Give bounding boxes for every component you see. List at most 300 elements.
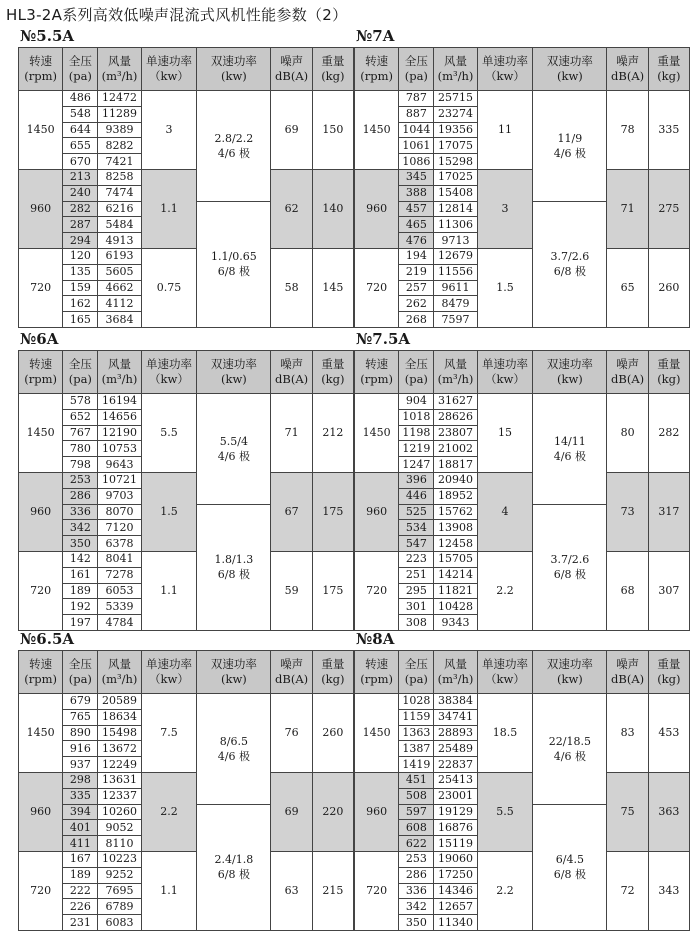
pressure-cell: 336 bbox=[399, 883, 434, 899]
header-line: 重量 bbox=[321, 657, 345, 671]
header-line: 风量 bbox=[443, 54, 467, 68]
pressure-cell: 342 bbox=[399, 899, 434, 915]
pressure-cell: 222 bbox=[63, 883, 98, 899]
performance-table bbox=[354, 350, 690, 631]
header-dual-power bbox=[197, 651, 271, 694]
pressure-cell: 135 bbox=[63, 264, 98, 280]
pressure-cell: 451 bbox=[399, 772, 434, 788]
header-line: (pa) bbox=[404, 372, 428, 386]
flow-cell: 17075 bbox=[434, 138, 477, 154]
pressure-cell: 622 bbox=[399, 836, 434, 852]
single-power-cell: 2.2 bbox=[141, 772, 197, 851]
pressure-cell: 1061 bbox=[399, 138, 434, 154]
header-line: 噪声 bbox=[616, 357, 640, 371]
flow-cell: 9611 bbox=[434, 280, 477, 296]
header-pressure bbox=[399, 651, 434, 694]
header-line: 噪声 bbox=[280, 357, 304, 371]
header-line: 单速功率 bbox=[145, 357, 192, 371]
pressure-cell: 396 bbox=[399, 472, 434, 488]
noise-cell: 76 bbox=[271, 694, 312, 773]
model-8a bbox=[354, 630, 690, 931]
header-noise bbox=[271, 651, 312, 694]
flow-cell: 16876 bbox=[434, 820, 477, 836]
header-line: 双速功率 bbox=[210, 54, 257, 68]
flow-cell: 5484 bbox=[98, 217, 141, 233]
pressure-cell: 189 bbox=[63, 583, 98, 599]
header-line: 重量 bbox=[657, 357, 681, 371]
flow-cell: 6083 bbox=[98, 915, 141, 931]
table-row bbox=[19, 772, 354, 788]
pressure-cell: 301 bbox=[399, 599, 434, 615]
single-power-cell: 5.5 bbox=[477, 772, 533, 851]
dual-power-poles: 6/8 极 bbox=[217, 265, 250, 279]
pressure-cell: 1419 bbox=[399, 757, 434, 773]
header-noise bbox=[607, 48, 648, 91]
noise-cell: 72 bbox=[607, 851, 648, 930]
flow-cell: 20589 bbox=[98, 694, 141, 710]
header-speed bbox=[355, 48, 399, 91]
header-line: 噪声 bbox=[616, 657, 640, 671]
pressure-cell: 780 bbox=[63, 441, 98, 457]
pressure-cell: 194 bbox=[399, 248, 434, 264]
pressure-cell: 670 bbox=[63, 154, 98, 170]
header-line: (kw) bbox=[220, 372, 247, 386]
header-line: 单速功率 bbox=[481, 657, 528, 671]
flow-cell: 12472 bbox=[98, 91, 141, 107]
single-power-cell: 15 bbox=[477, 394, 533, 473]
header-weight bbox=[312, 48, 353, 91]
weight-cell: 453 bbox=[648, 694, 689, 773]
noise-cell: 75 bbox=[607, 772, 648, 851]
dual-power-poles: 4/6 极 bbox=[217, 449, 250, 463]
header-pressure bbox=[63, 651, 98, 694]
header-flow bbox=[98, 651, 141, 694]
header-line: (pa) bbox=[68, 69, 92, 83]
noise-cell: 80 bbox=[607, 394, 648, 473]
flow-cell: 15705 bbox=[434, 551, 477, 567]
header-dual-power bbox=[533, 48, 607, 91]
weight-cell: 282 bbox=[648, 394, 689, 473]
noise-cell: 71 bbox=[271, 394, 312, 473]
noise-cell: 62 bbox=[271, 169, 312, 248]
table-row bbox=[19, 91, 354, 107]
pressure-cell: 120 bbox=[63, 248, 98, 264]
noise-cell: 71 bbox=[607, 169, 648, 248]
pressure-cell: 1044 bbox=[399, 122, 434, 138]
header-line: 重量 bbox=[657, 54, 681, 68]
header-line: (kg) bbox=[321, 69, 345, 83]
flow-cell: 9643 bbox=[98, 457, 141, 473]
flow-cell: 19060 bbox=[434, 851, 477, 867]
flow-cell: 6378 bbox=[98, 536, 141, 552]
pressure-cell: 231 bbox=[63, 915, 98, 931]
flow-cell: 6216 bbox=[98, 201, 141, 217]
pressure-cell: 446 bbox=[399, 488, 434, 504]
flow-cell: 14656 bbox=[98, 409, 141, 425]
header-weight bbox=[648, 48, 689, 91]
header-pressure bbox=[63, 48, 98, 91]
pressure-cell: 1018 bbox=[399, 409, 434, 425]
table-row bbox=[355, 551, 690, 567]
pressure-cell: 251 bbox=[399, 567, 434, 583]
flow-cell: 13672 bbox=[98, 741, 141, 757]
noise-cell: 83 bbox=[607, 694, 648, 773]
pressure-cell: 189 bbox=[63, 867, 98, 883]
model-title: №8A bbox=[356, 630, 395, 648]
header-flow bbox=[98, 48, 141, 91]
header-line: (m³/h) bbox=[437, 372, 474, 386]
table-row bbox=[19, 851, 354, 867]
pressure-cell: 547 bbox=[399, 536, 434, 552]
flow-cell: 12249 bbox=[98, 757, 141, 773]
flow-cell: 6053 bbox=[98, 583, 141, 599]
flow-cell: 23274 bbox=[434, 106, 477, 122]
speed-cell: 720 bbox=[355, 851, 399, 930]
noise-cell: 68 bbox=[607, 551, 648, 630]
flow-cell: 12190 bbox=[98, 425, 141, 441]
model-title: №7A bbox=[356, 27, 395, 45]
header-line: dB(A) bbox=[275, 672, 309, 686]
dual-power-poles: 6/8 极 bbox=[553, 265, 586, 279]
flow-cell: 19356 bbox=[434, 122, 477, 138]
flow-cell: 9252 bbox=[98, 867, 141, 883]
header-weight bbox=[648, 651, 689, 694]
header-line: 转速 bbox=[365, 357, 389, 371]
pressure-cell: 226 bbox=[63, 899, 98, 915]
dual-power-value: 3.7/2.6 bbox=[550, 553, 590, 567]
header-line: (kg) bbox=[321, 672, 345, 686]
header-noise bbox=[607, 351, 648, 394]
flow-cell: 20940 bbox=[434, 472, 477, 488]
dual-power-cell bbox=[533, 694, 607, 805]
pressure-cell: 394 bbox=[63, 804, 98, 820]
header-line: 噪声 bbox=[280, 54, 304, 68]
header-line: 单速功率 bbox=[145, 54, 192, 68]
flow-cell: 6789 bbox=[98, 899, 141, 915]
header-line: (rpm) bbox=[360, 672, 394, 686]
header-speed bbox=[19, 48, 63, 91]
weight-cell: 275 bbox=[648, 169, 689, 248]
header-noise bbox=[271, 351, 312, 394]
table-row bbox=[19, 551, 354, 567]
speed-cell: 1450 bbox=[19, 694, 63, 773]
dual-power-poles: 4/6 极 bbox=[217, 146, 250, 160]
flow-cell: 25715 bbox=[434, 91, 477, 107]
header-weight bbox=[312, 351, 353, 394]
speed-cell: 1450 bbox=[355, 694, 399, 773]
header-line: 全压 bbox=[68, 357, 92, 371]
pressure-cell: 1247 bbox=[399, 457, 434, 473]
header-line: dB(A) bbox=[275, 372, 309, 386]
table-row bbox=[19, 248, 354, 264]
dual-power-value: 14/11 bbox=[554, 434, 586, 448]
flow-cell: 25489 bbox=[434, 741, 477, 757]
weight-cell: 363 bbox=[648, 772, 689, 851]
pressure-cell: 1086 bbox=[399, 154, 434, 170]
pressure-cell: 655 bbox=[63, 138, 98, 154]
header-line: 双速功率 bbox=[546, 54, 593, 68]
flow-cell: 15408 bbox=[434, 185, 477, 201]
flow-cell: 5605 bbox=[98, 264, 141, 280]
flow-cell: 38384 bbox=[434, 694, 477, 710]
flow-cell: 11340 bbox=[434, 915, 477, 931]
pressure-cell: 525 bbox=[399, 504, 434, 520]
table-row bbox=[355, 248, 690, 264]
flow-cell: 23807 bbox=[434, 425, 477, 441]
pressure-cell: 308 bbox=[399, 615, 434, 631]
single-power-cell: 1.5 bbox=[477, 248, 533, 327]
flow-cell: 34741 bbox=[434, 709, 477, 725]
flow-cell: 8479 bbox=[434, 296, 477, 312]
pressure-cell: 388 bbox=[399, 185, 434, 201]
pressure-cell: 486 bbox=[63, 91, 98, 107]
flow-cell: 7421 bbox=[98, 154, 141, 170]
header-line: (kw) bbox=[556, 372, 583, 386]
pressure-cell: 223 bbox=[399, 551, 434, 567]
speed-cell: 960 bbox=[355, 169, 399, 248]
pressure-cell: 1159 bbox=[399, 709, 434, 725]
header-line: 转速 bbox=[365, 657, 389, 671]
pressure-cell: 887 bbox=[399, 106, 434, 122]
performance-table bbox=[354, 47, 690, 328]
flow-cell: 17025 bbox=[434, 169, 477, 185]
pressure-cell: 1387 bbox=[399, 741, 434, 757]
pressure-cell: 192 bbox=[63, 599, 98, 615]
flow-cell: 8041 bbox=[98, 551, 141, 567]
weight-cell: 140 bbox=[312, 169, 353, 248]
header-line: 单速功率 bbox=[481, 357, 528, 371]
single-power-cell: 0.75 bbox=[141, 248, 197, 327]
performance-table bbox=[18, 47, 354, 328]
pressure-cell: 1198 bbox=[399, 425, 434, 441]
table-row bbox=[19, 169, 354, 185]
header-line: (m³/h) bbox=[437, 672, 474, 686]
pressure-cell: 798 bbox=[63, 457, 98, 473]
flow-cell: 7474 bbox=[98, 185, 141, 201]
header-pressure bbox=[63, 351, 98, 394]
pressure-cell: 679 bbox=[63, 694, 98, 710]
header-line: (rpm) bbox=[24, 69, 58, 83]
header-dual-power bbox=[533, 351, 607, 394]
flow-cell: 11306 bbox=[434, 217, 477, 233]
header-line: (rpm) bbox=[360, 69, 394, 83]
flow-cell: 18634 bbox=[98, 709, 141, 725]
pressure-cell: 294 bbox=[63, 233, 98, 249]
flow-cell: 9052 bbox=[98, 820, 141, 836]
header-line: 风量 bbox=[107, 657, 131, 671]
flow-cell: 3684 bbox=[98, 312, 141, 328]
performance-table bbox=[18, 650, 354, 931]
dual-power-value: 11/9 bbox=[557, 131, 583, 145]
header-line: 单速功率 bbox=[145, 657, 192, 671]
dual-power-cell bbox=[533, 504, 607, 630]
pressure-cell: 159 bbox=[63, 280, 98, 296]
weight-cell: 260 bbox=[648, 248, 689, 327]
flow-cell: 17250 bbox=[434, 867, 477, 883]
single-power-cell: 1.5 bbox=[141, 472, 197, 551]
weight-cell: 212 bbox=[312, 394, 353, 473]
pressure-cell: 253 bbox=[63, 472, 98, 488]
pressure-cell: 161 bbox=[63, 567, 98, 583]
flow-cell: 15298 bbox=[434, 154, 477, 170]
pressure-cell: 457 bbox=[399, 201, 434, 217]
header-line: （kw） bbox=[485, 672, 525, 686]
pressure-cell: 165 bbox=[63, 312, 98, 328]
header-dual-power bbox=[533, 651, 607, 694]
weight-cell: 260 bbox=[312, 694, 353, 773]
header-dual-power bbox=[197, 351, 271, 394]
performance-table bbox=[18, 350, 354, 631]
header-line: (pa) bbox=[404, 69, 428, 83]
speed-cell: 720 bbox=[19, 851, 63, 930]
pressure-cell: 767 bbox=[63, 425, 98, 441]
flow-cell: 9343 bbox=[434, 615, 477, 631]
flow-cell: 22837 bbox=[434, 757, 477, 773]
header-line: 转速 bbox=[29, 54, 53, 68]
pressure-cell: 142 bbox=[63, 551, 98, 567]
flow-cell: 8070 bbox=[98, 504, 141, 520]
pressure-cell: 295 bbox=[399, 583, 434, 599]
pressure-cell: 890 bbox=[63, 725, 98, 741]
dual-power-cell bbox=[197, 91, 271, 202]
header-line: 重量 bbox=[321, 54, 345, 68]
pressure-cell: 342 bbox=[63, 520, 98, 536]
flow-cell: 14346 bbox=[434, 883, 477, 899]
model-7-5a bbox=[354, 330, 690, 631]
pressure-cell: 282 bbox=[63, 201, 98, 217]
header-weight bbox=[312, 651, 353, 694]
header-line: 双速功率 bbox=[210, 357, 257, 371]
weight-cell: 175 bbox=[312, 551, 353, 630]
header-line: (kw) bbox=[556, 69, 583, 83]
table-row bbox=[355, 394, 690, 410]
flow-cell: 31627 bbox=[434, 394, 477, 410]
pressure-cell: 476 bbox=[399, 233, 434, 249]
table-row bbox=[19, 394, 354, 410]
dual-power-poles: 6/8 极 bbox=[217, 568, 250, 582]
header-line: (m³/h) bbox=[101, 69, 138, 83]
header-line: (kw) bbox=[556, 672, 583, 686]
model-title: №6A bbox=[20, 330, 59, 348]
header-line: (kg) bbox=[321, 372, 345, 386]
header-line: 双速功率 bbox=[546, 657, 593, 671]
dual-power-poles: 4/6 极 bbox=[553, 146, 586, 160]
speed-cell: 720 bbox=[19, 551, 63, 630]
header-line: 全压 bbox=[68, 54, 92, 68]
pressure-cell: 298 bbox=[63, 772, 98, 788]
model-title: №5.5A bbox=[20, 27, 75, 45]
dual-power-poles: 6/8 极 bbox=[553, 568, 586, 582]
dual-power-poles: 6/8 极 bbox=[217, 868, 250, 882]
single-power-cell: 1.1 bbox=[141, 551, 197, 630]
header-line: (rpm) bbox=[24, 672, 58, 686]
flow-cell: 12657 bbox=[434, 899, 477, 915]
header-flow bbox=[434, 48, 477, 91]
single-power-cell: 1.1 bbox=[141, 169, 197, 248]
header-line: (kg) bbox=[657, 69, 681, 83]
noise-cell: 65 bbox=[607, 248, 648, 327]
flow-cell: 10428 bbox=[434, 599, 477, 615]
header-line: 重量 bbox=[321, 357, 345, 371]
dual-power-poles: 4/6 极 bbox=[217, 749, 250, 763]
header-line: (m³/h) bbox=[437, 69, 474, 83]
noise-cell: 69 bbox=[271, 772, 312, 851]
pressure-cell: 286 bbox=[399, 867, 434, 883]
single-power-cell: 4 bbox=[477, 472, 533, 551]
table-row bbox=[19, 694, 354, 710]
header-line: （kw） bbox=[485, 372, 525, 386]
dual-power-cell bbox=[197, 394, 271, 505]
flow-cell: 7597 bbox=[434, 312, 477, 328]
model-6a bbox=[18, 330, 354, 631]
single-power-cell: 18.5 bbox=[477, 694, 533, 773]
flow-cell: 23001 bbox=[434, 788, 477, 804]
header-speed bbox=[355, 351, 399, 394]
pressure-cell: 465 bbox=[399, 217, 434, 233]
flow-cell: 18817 bbox=[434, 457, 477, 473]
table-row bbox=[355, 694, 690, 710]
header-line: 全压 bbox=[404, 657, 428, 671]
table-row bbox=[19, 472, 354, 488]
header-flow bbox=[98, 351, 141, 394]
flow-cell: 8110 bbox=[98, 836, 141, 852]
header-line: 噪声 bbox=[280, 657, 304, 671]
weight-cell: 220 bbox=[312, 772, 353, 851]
pressure-cell: 253 bbox=[399, 851, 434, 867]
flow-cell: 12679 bbox=[434, 248, 477, 264]
pressure-cell: 162 bbox=[63, 296, 98, 312]
speed-cell: 1450 bbox=[19, 91, 63, 170]
header-line: 双速功率 bbox=[210, 657, 257, 671]
flow-cell: 5339 bbox=[98, 599, 141, 615]
pressure-cell: 411 bbox=[63, 836, 98, 852]
header-single-power bbox=[141, 651, 197, 694]
speed-cell: 960 bbox=[19, 472, 63, 551]
flow-cell: 4112 bbox=[98, 296, 141, 312]
dual-power-value: 8/6.5 bbox=[219, 734, 248, 748]
pressure-cell: 167 bbox=[63, 851, 98, 867]
flow-cell: 15498 bbox=[98, 725, 141, 741]
flow-cell: 4913 bbox=[98, 233, 141, 249]
pressure-cell: 1363 bbox=[399, 725, 434, 741]
header-line: (rpm) bbox=[24, 372, 58, 386]
noise-cell: 73 bbox=[607, 472, 648, 551]
speed-cell: 720 bbox=[355, 551, 399, 630]
pressure-cell: 350 bbox=[399, 915, 434, 931]
dual-power-cell bbox=[197, 504, 271, 630]
header-line: 全压 bbox=[68, 657, 92, 671]
noise-cell: 58 bbox=[271, 248, 312, 327]
flow-cell: 18952 bbox=[434, 488, 477, 504]
noise-cell: 63 bbox=[271, 851, 312, 930]
pressure-cell: 916 bbox=[63, 741, 98, 757]
speed-cell: 960 bbox=[19, 169, 63, 248]
dual-power-value: 22/18.5 bbox=[548, 734, 591, 748]
model-5-5a bbox=[18, 27, 354, 328]
header-line: 转速 bbox=[29, 357, 53, 371]
header-line: (kg) bbox=[657, 672, 681, 686]
header-single-power bbox=[141, 351, 197, 394]
header-line: (kw) bbox=[220, 69, 247, 83]
weight-cell: 215 bbox=[312, 851, 353, 930]
header-line: （kw） bbox=[149, 372, 189, 386]
flow-cell: 9389 bbox=[98, 122, 141, 138]
header-line: 风量 bbox=[443, 657, 467, 671]
table-row bbox=[355, 472, 690, 488]
table-row bbox=[355, 851, 690, 867]
table-row bbox=[355, 169, 690, 185]
weight-cell: 175 bbox=[312, 472, 353, 551]
